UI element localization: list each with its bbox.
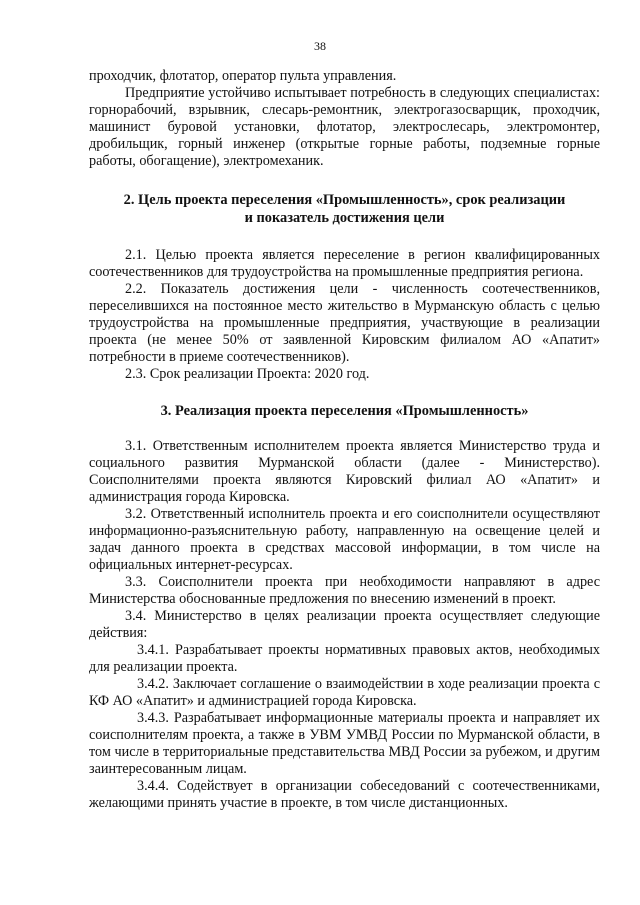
paragraph: Предприятие устойчиво испытывает потребность в следующих специалистах: горнорабочий, взрывник, слесарь-ремонтник, электрогазосварщик, проходчик, машинист буровой установки, флотатор, электрослесарь, электромонтер, дробильщик, горный инженер (открытые горные работы, подземные горные работы, обогащение), электромеханик. [89, 85, 600, 169]
paragraph: проходчик, флотатор, оператор пульта управления. [89, 68, 397, 84]
paragraph: 3.4.1. Разрабатывает проекты нормативных правовых актов, необходимых для реализации проекта. [89, 642, 600, 675]
paragraph: 3.3. Соисполнители проекта при необходимости направляют в адрес Министерства обоснованные предложения по внесению изменений в проект. [89, 574, 600, 607]
page-number: 38 [314, 39, 326, 53]
paragraph: 3.4. Министерство в целях реализации проекта осуществляет следующие действия: [89, 608, 600, 641]
paragraph: 2.2. Показатель достижения цели - численность соотечественников, переселившихся на постоянное место жительство в Мурманскую область с целью трудоустройства на промышленные предприятия, участвующие в реализации проекта (не менее 50% от заявленной Кировским филиалом АО «Апатит» потребности в приеме соотечественников). [89, 281, 600, 365]
section-heading [89, 191, 600, 227]
paragraph: 2.1. Целью проекта является переселение в регион квалифицированных соотечественников для трудоустройства на промышленные предприятия региона. [89, 247, 600, 280]
page-body [89, 68, 600, 812]
section-heading-line: 2. Цель проекта переселения «Промышленность», срок реализации [123, 192, 566, 208]
paragraph: 3.2. Ответственный исполнитель проекта и его соисполнители осуществляют информационно-разъяснительную работу, направленную на освещение целей и задач данного проекта в средствах массовой информации, в том числе на официальных интернет-ресурсах. [89, 506, 600, 573]
paragraph: 3.4.3. Разрабатывает информационные материалы проекта и направляет их соисполнителям проекта, а также в УВМ УМВД России по Мурманской области, в том числе в территориальные представительства МВД России за рубежом, и другим заинтересованным лицам. [89, 710, 600, 777]
paragraph: 3.4.4. Содействует в организации собеседований с соотечественниками, желающими принять участие в проекте, в том числе дистанционных. [89, 778, 600, 811]
paragraph: 2.3. Срок реализации Проекта: 2020 год. [125, 366, 370, 382]
section-heading: 3. Реализация проекта переселения «Промышленность» [160, 403, 529, 419]
paragraph: 3.4.2. Заключает соглашение о взаимодействии в ходе реализации проекта с КФ АО «Апатит» и администрацией города Кировска. [89, 676, 600, 709]
paragraph: 3.1. Ответственным исполнителем проекта является Министерство труда и социального развития Мурманской области (далее - Министерство). Соисполнителями проекта являются Кировский филиал АО «Апатит» и администрация города Кировска. [89, 438, 600, 505]
section-heading-line: и показатель достижения цели [244, 210, 445, 226]
